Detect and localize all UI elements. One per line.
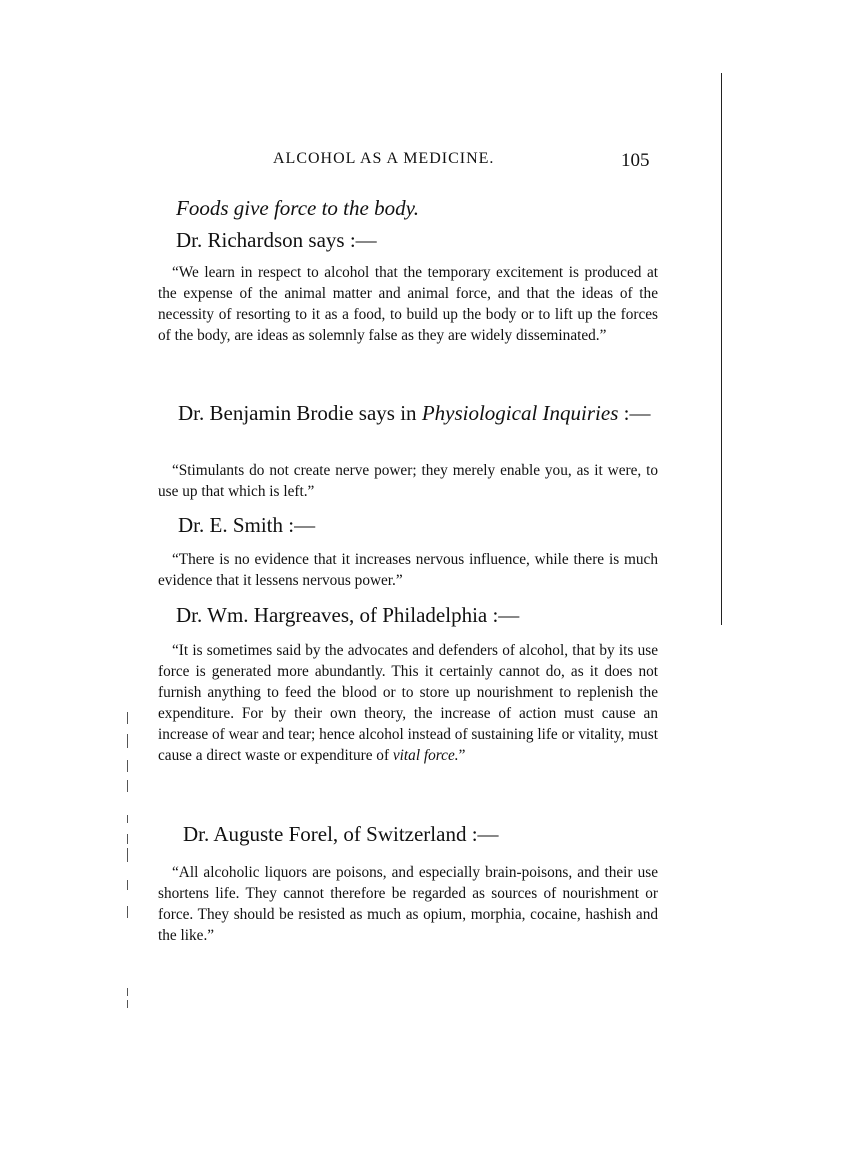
quote-text: “We learn in respect to alcohol that the temporary excitement is produced at the expense of the animal matter and animal force, and that the ideas of the necessity of resorting to it as a food, to build up the body or to lift up the forces of the body, are ideas as solemnly false as they are widely disseminated.”: [158, 264, 658, 344]
quote-block: [158, 549, 658, 591]
speaker-line: Dr. E. Smith :—: [178, 513, 316, 537]
margin-mark: [127, 815, 128, 823]
speaker-line: Dr. Wm. Hargreaves, of Philadelphia :—: [176, 603, 520, 627]
quote-text: “All alcoholic liquors are poisons, and especially brain-poisons, and their use shortens life. They cannot therefore be regarded as sources of nourishment or force. They should be resisted as much as opium, morphia, cocaine, hashish and the like.”: [158, 864, 658, 944]
quote-block: [158, 640, 658, 766]
quote-text: [158, 640, 658, 766]
margin-mark: [127, 760, 128, 772]
quote-close: ”: [458, 747, 466, 764]
quote-block: [158, 862, 658, 946]
margin-rule: [721, 73, 722, 625]
quote-emphasis: vital force.: [392, 747, 459, 764]
book-title: Physiological Inquiries: [421, 401, 619, 425]
speaker-line: Dr. Richardson says :—: [176, 228, 377, 252]
margin-mark: [127, 988, 128, 996]
margin-mark: [127, 712, 128, 724]
margin-mark: [127, 906, 128, 918]
quote-text-main: “It is sometimes said by the advocates and defenders of alcohol, that by its use force is generated more abundantly. This it certainly cannot do, as it does not furnish anything to feed the blood or to store up nourishment to replenish the expenditure. For by their own theory, the increase of action must cause an increase of wear and tear; hence alcohol instead of sustaining life or vitality, must cause a direct waste or expenditure of: [158, 642, 658, 764]
quote-block: [158, 460, 658, 502]
margin-mark: [127, 848, 128, 862]
margin-mark: [127, 834, 128, 844]
margin-mark: [127, 734, 128, 748]
speaker-text: Dr. Benjamin Brodie says in: [178, 401, 422, 425]
section-heading: Foods give force to the body.: [176, 196, 419, 220]
margin-mark: [127, 880, 128, 890]
margin-mark: [127, 1000, 128, 1008]
quote-text: “Stimulants do not create nerve power; they merely enable you, as it were, to use up that which is left.”: [158, 462, 658, 500]
running-header: ALCOHOL AS A MEDICINE.: [273, 150, 495, 167]
speaker-line: [178, 401, 650, 426]
margin-mark: [127, 780, 128, 792]
quote-block: [158, 262, 658, 346]
speaker-text: :—: [618, 401, 651, 425]
speaker-line: Dr. Auguste Forel, of Switzerland :—: [183, 822, 499, 846]
quote-text: “There is no evidence that it increases nervous influence, while there is much evidence that it lessens nervous power.”: [158, 551, 658, 589]
page-number: 105: [621, 150, 650, 171]
